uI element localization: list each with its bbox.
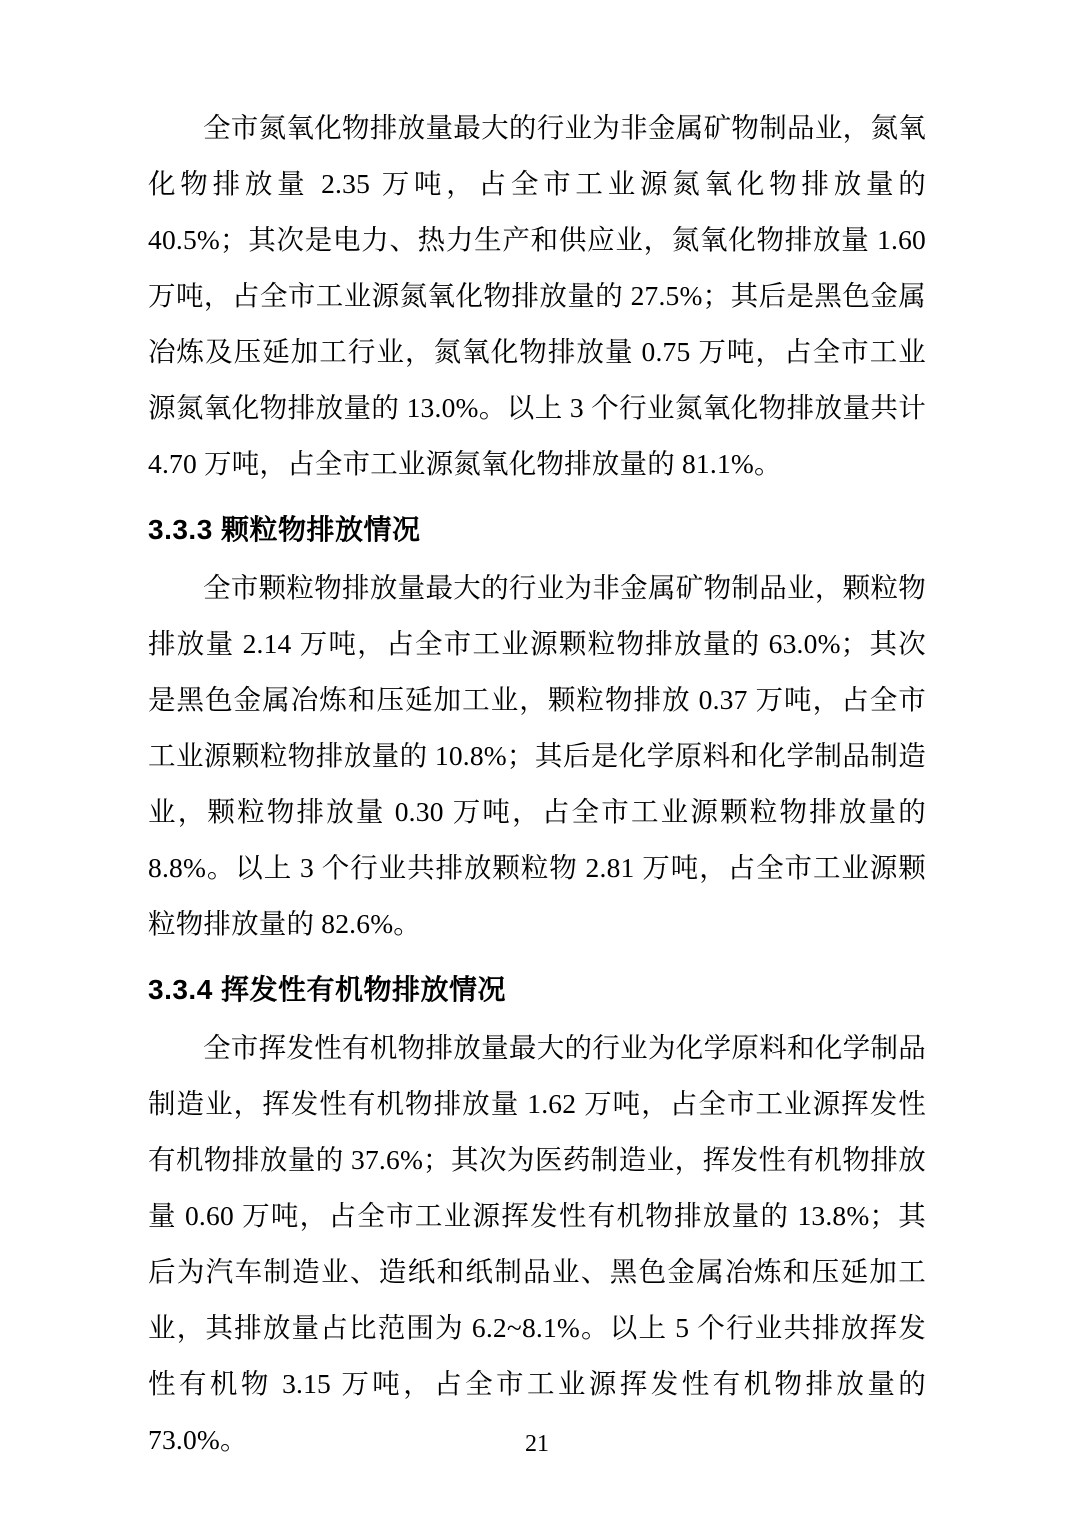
page-number: 21	[525, 1431, 549, 1457]
heading-3-3-3: 3.3.3 颗粒物排放情况	[148, 514, 421, 545]
paragraph-vocs-emissions: 全市挥发性有机物排放量最大的行业为化学原料和化学制品制造业，挥发性有机物排放量 1.62 万吨，占全市工业源挥发性有机物排放量的 37.6%；其次为医药制造业，挥发性有机物排放量 0.60 万吨，占全市工业源挥发性有机物排放量的 13.8%；其后为汽车制造业、造纸和纸制品业、黑色金属冶炼和压延加工业，其排放量占比范围为 6.2~8.1%。以上 5 个行业共排放挥发性有机物 3.15 万吨，占全市工业源挥发性有机物排放量的 73.0%。	[148, 1032, 926, 1455]
paragraph-nox-emissions: 全市氮氧化物排放量最大的行业为非金属矿物制品业，氮氧化物排放量 2.35 万吨，占全市工业源氮氧化物排放量的 40.5%；其次是电力、热力生产和供应业，氮氧化物排放量 1.60 万吨，占全市工业源氮氧化物排放量的 27.5%；其后是黑色金属冶炼及压延加工行业，氮氧化物排放量 0.75 万吨，占全市工业源氮氧化物排放量的 13.0%。以上 3 个行业氮氧化物排放量共计 4.70 万吨，占全市工业源氮氧化物排放量的 81.1%。	[148, 112, 926, 479]
heading-3-3-4: 3.3.4 挥发性有机物排放情况	[148, 974, 507, 1005]
paragraph-particulate-emissions: 全市颗粒物排放量最大的行业为非金属矿物制品业，颗粒物排放量 2.14 万吨，占全市工业源颗粒物排放量的 63.0%；其次是黑色金属冶炼和压延加工业，颗粒物排放 0.37 万吨，占全市工业源颗粒物排放量的 10.8%；其后是化学原料和化学制品制造业，颗粒物排放量 0.30 万吨，占全市工业源颗粒物排放量的 8.8%。以上 3 个行业共排放颗粒物 2.81 万吨，占全市工业源颗粒物排放量的 82.6%。	[148, 572, 926, 939]
